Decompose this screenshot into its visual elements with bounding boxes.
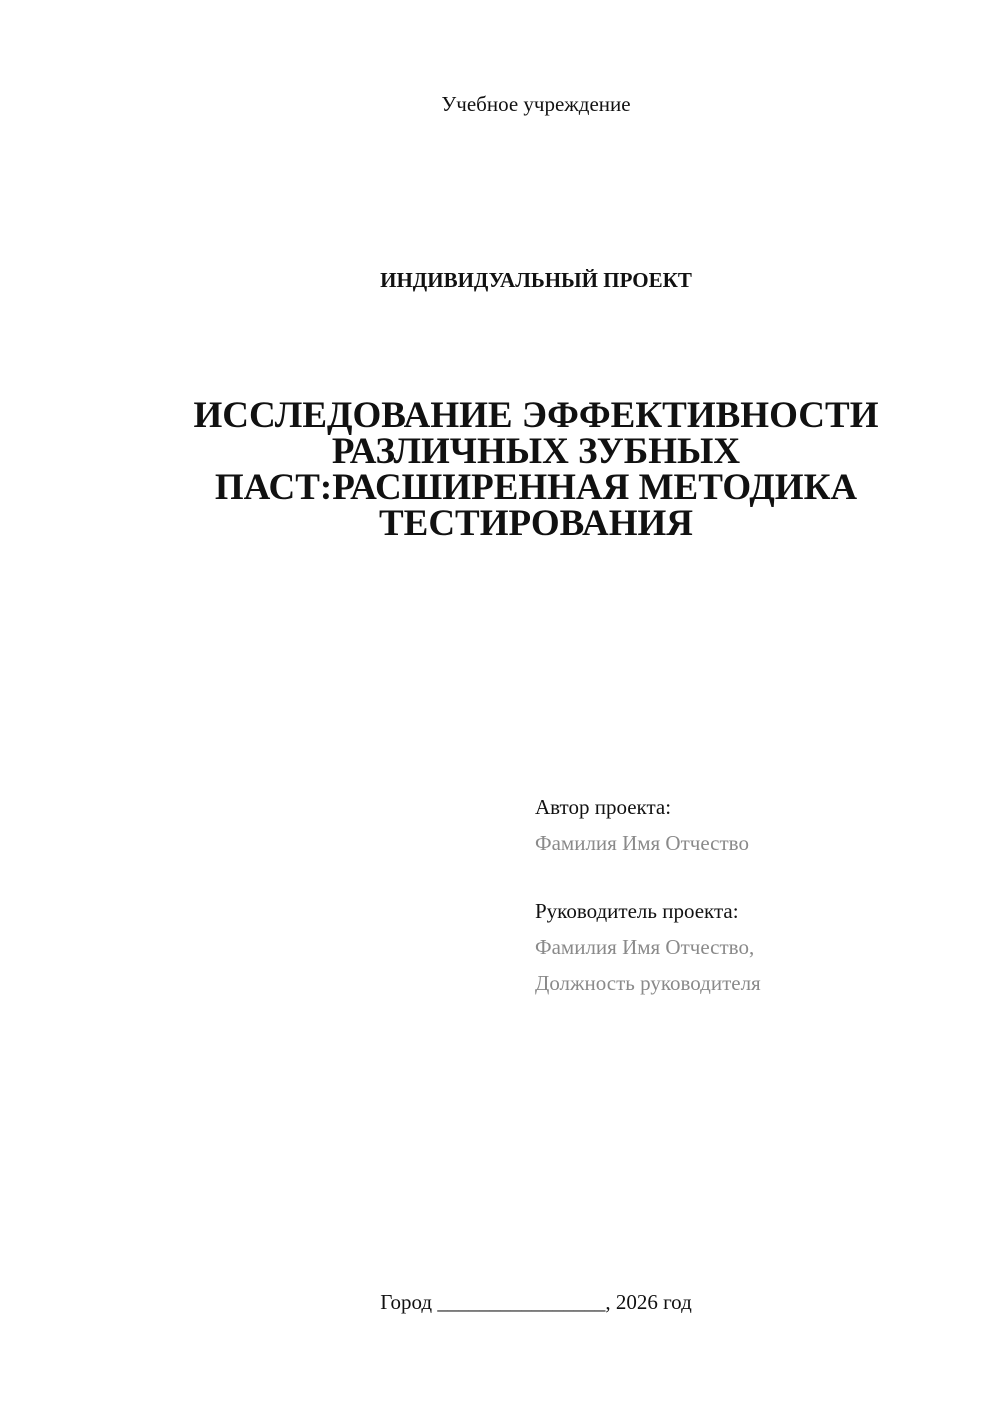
- title-line: ИССЛЕДОВАНИЕ ЭФФЕКТИВНОСТИ: [193, 395, 879, 436]
- supervisor-block: [535, 893, 761, 1001]
- supervisor-name: Фамилия Имя Отчество,: [535, 935, 755, 959]
- city-year-footer: [0, 1290, 1000, 1315]
- title-line: РАЗЛИЧНЫХ ЗУБНЫХ: [331, 431, 741, 472]
- supervisor-position: Должность руководителя: [535, 971, 761, 995]
- title-line: ТЕСТИРОВАНИЯ: [378, 503, 694, 544]
- author-label: Автор проекта:: [535, 795, 672, 819]
- year-text: , 2026 год: [605, 1290, 692, 1314]
- city-label: Город: [380, 1290, 433, 1314]
- author-block: [535, 789, 749, 861]
- supervisor-label: Руководитель проекта:: [535, 899, 739, 923]
- title-line: ПАСТ:РАСШИРЕННАЯ МЕТОДИКА: [214, 467, 858, 508]
- institution-name: Учебное учреждение: [441, 92, 631, 116]
- author-name: Фамилия Имя Отчество: [535, 831, 749, 855]
- document-type: ИНДИВИДУАЛЬНЫЙ ПРОЕКТ: [380, 268, 692, 292]
- city-blank: ________________: [437, 1290, 606, 1314]
- project-title: [150, 395, 922, 544]
